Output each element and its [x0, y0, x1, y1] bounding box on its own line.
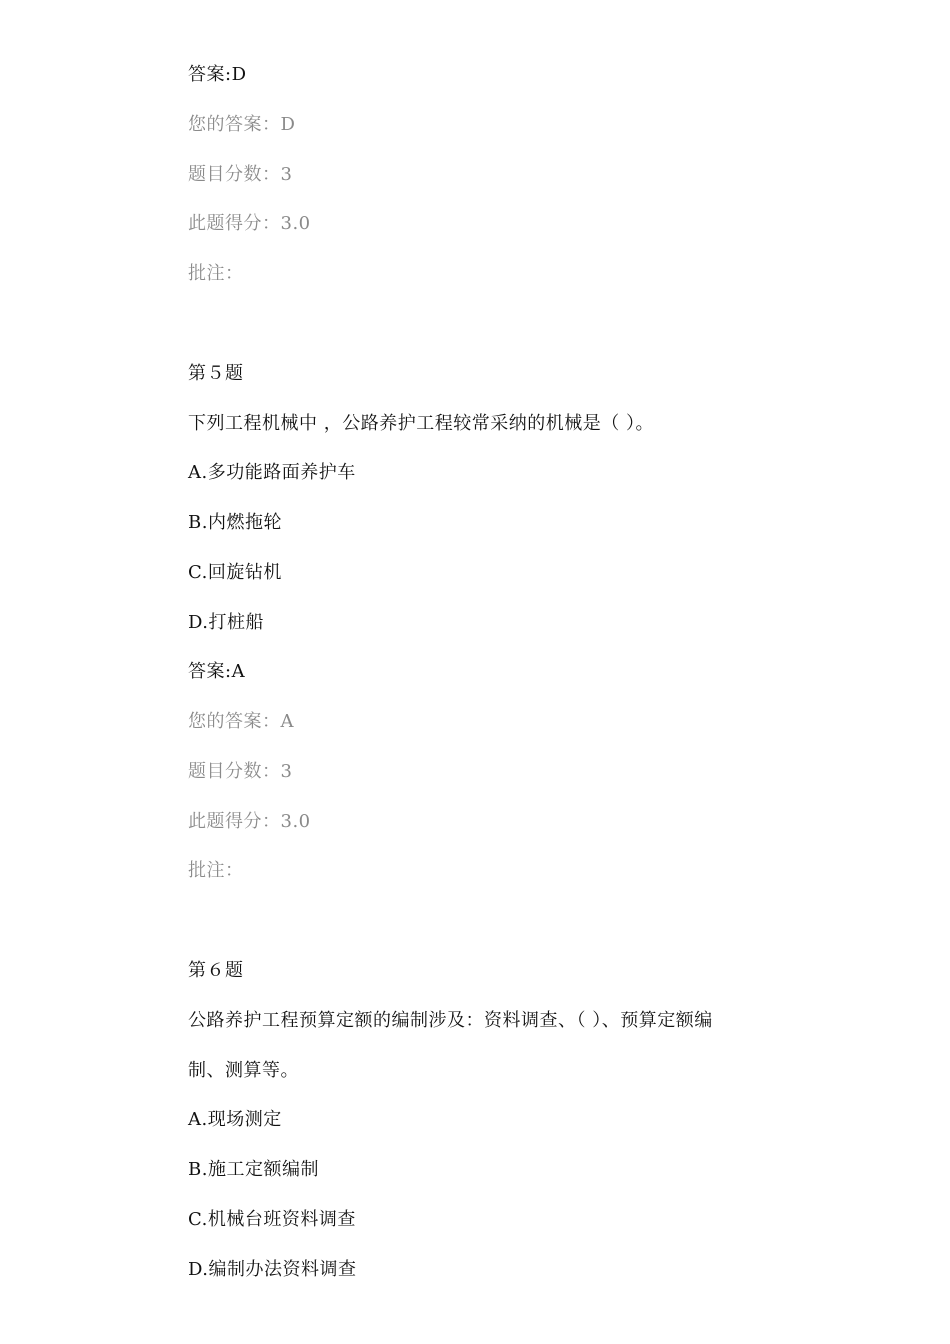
option-a: A.现场测定 [188, 1109, 282, 1130]
comment-label: 批注： [188, 263, 244, 284]
question-stem-line-1: 公路养护工程预算定额的编制涉及：资料调查、（ ）、预算定额编 [188, 1010, 713, 1031]
answer-key: 答案:A [188, 661, 246, 682]
score-obtained: 此题得分：3.0 [188, 811, 311, 832]
question-stem: 下列工程机械中 ，公路养护工程较常采纳的机械是（ ）。 [188, 413, 654, 434]
your-answer: 您的答案：D [188, 114, 296, 135]
comment-label: 批注： [188, 860, 244, 881]
option-b: B.施工定额编制 [188, 1159, 319, 1180]
question-score: 题目分数：3 [188, 761, 293, 782]
option-c: C.回旋钻机 [188, 562, 282, 583]
option-a: A.多功能路面养护车 [188, 462, 356, 483]
option-c: C.机械台班资料调查 [188, 1209, 356, 1230]
question-stem-line-2: 制、测算等。 [188, 1060, 299, 1081]
your-answer: 您的答案：A [188, 711, 294, 732]
option-d: D.编制办法资料调查 [188, 1259, 357, 1280]
question-title: 第５题 [188, 363, 244, 384]
question-score: 题目分数：3 [188, 164, 293, 185]
option-b: B.内燃拖轮 [188, 512, 282, 533]
score-obtained: 此题得分：3.0 [188, 213, 311, 234]
option-d: D.打桩船 [188, 612, 265, 633]
question-title: 第６题 [188, 960, 244, 981]
answer-key: 答案:D [188, 64, 247, 85]
